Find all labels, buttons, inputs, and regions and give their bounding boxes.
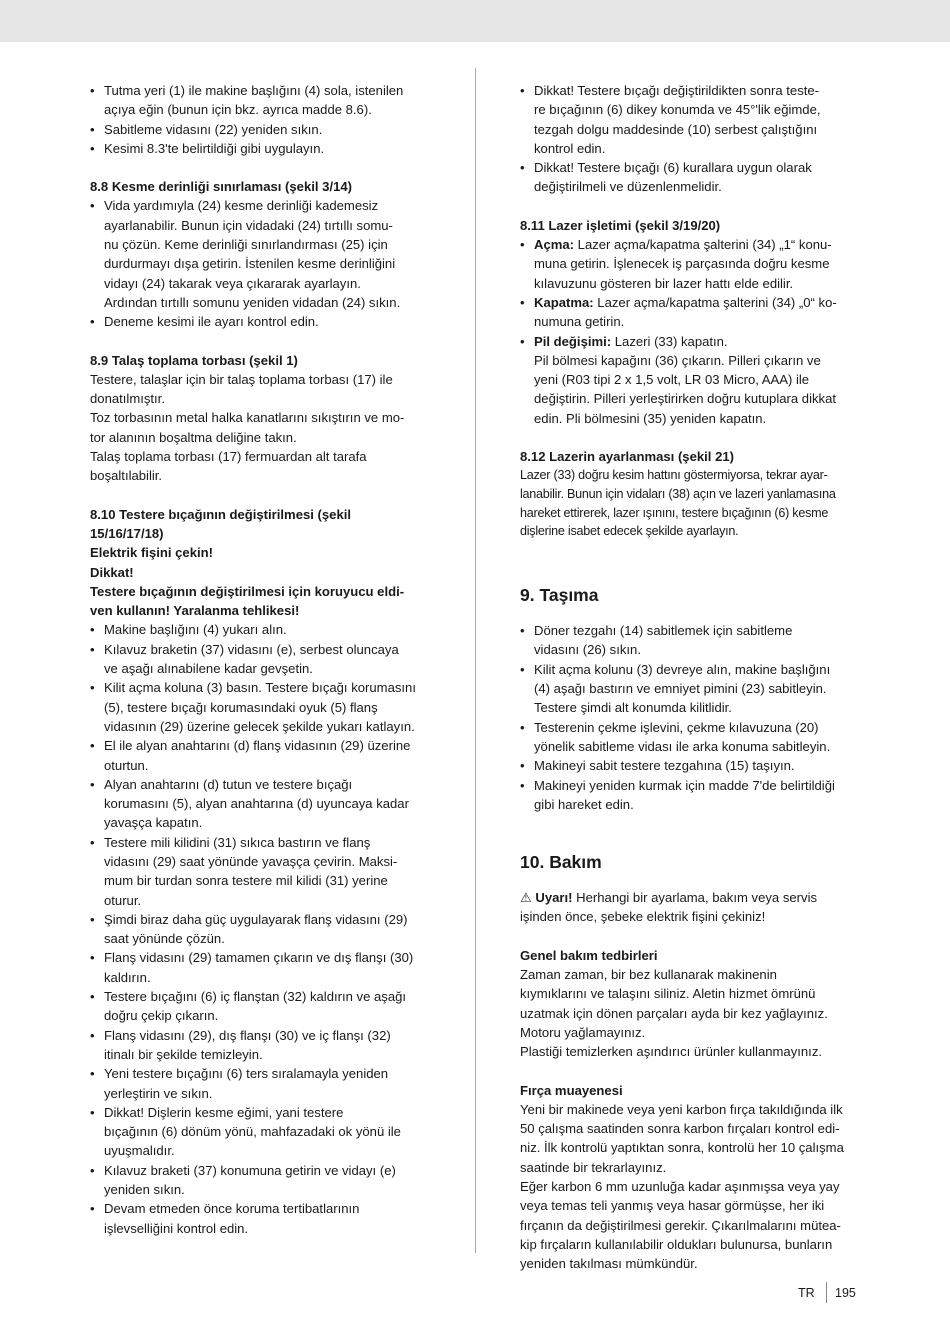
list-item: • Devam etmeden önce koruma tertibatlarının işlevselliğini kontrol edin. [90, 1199, 432, 1238]
warning-text: Herhangi bir ayarlama, bakım veya servis işinden önce, şebeke elektrik fişini çekiniz! [520, 890, 818, 925]
laser-off-label: Kapatma: [534, 294, 594, 310]
page-number: 195 [835, 1286, 856, 1300]
list-item: • Kilit açma koluna (3) basın. Testere bıçağı korumasını (5), testere bıçağı korumasındaki oyuk (5) flanş vidasının (29) üzerine gelecek şekilde yukarı katlayın. [90, 678, 432, 736]
section-8-8-list [90, 196, 432, 331]
laser-on-text: Lazer açma/kapatma şalterini (34) „1“ konu- muna getirin. İşlenecek iş parçasında doğru kesme kılavuzunu gösteren bir lazer hattı elde edilir. [534, 237, 832, 291]
warning-label: Uyarı! [535, 890, 573, 906]
section-8-10-warning: Elektrik fişini çekin! Dikkat! Testere bıçağının değiştirilmesi için koruyucu eldi- ven kullanın! Yaralanma tehlikesi! [90, 545, 405, 619]
list-item: • Kılavuz braketin (37) vidasını (e), serbest oluncaya ve aşağı alınabilene kadar gevşetin. [90, 640, 432, 679]
list-item: • Makineyi sabit testere tezgahına (15) taşıyın. [520, 756, 862, 775]
list-item: • Şimdi biraz daha güç uygulayarak flanş vidasını (29) saat yönünde çözün. [90, 910, 432, 949]
list-item: • Dikkat! Testere bıçağı değiştirildikten sonra teste- re bıçağının (6) dikey konumda ve 45°'lik eğimde, tezgah dolgu maddesinde (10) serbest çalıştığını kontrol edin. [520, 81, 862, 158]
list-item: • El ile alyan anahtarını (d) flanş vidasının (29) üzerine oturtun. [90, 736, 432, 775]
section-8-12-title: 8.12 Lazerin ayarlanması (şekil 21) [520, 449, 734, 465]
section-8-12-text: Lazer (33) doğru kesim hattını göstermiyorsa, tekrar ayar- lanabilir. Bunun için vidaları (38) açın ve lazeri yanlamasına hareket ettirerek, lazer ışınını, testere bıçağının (6) kesme dişlerine isabet edecek şekilde ayarlayın. [520, 468, 836, 539]
list-item: • Dikkat! Testere bıçağı (6) kurallara uygun olarak değiştirilmeli ve düzenlenmelidir. [520, 158, 862, 197]
battery-change-label: Pil değişimi: [534, 333, 612, 349]
list-item: • Testerenin çekme işlevini, çekme kılavuzuna (20) yönelik sabitleme vidası ile arka konuma sabitleyin. [520, 718, 862, 757]
general-maintenance-title: Genel bakım tedbirleri [520, 947, 658, 963]
section-8-11-list [520, 235, 862, 428]
list-item: • Sabitleme vidasını (22) yeniden sıkın. [90, 120, 432, 139]
section-10-title: 10. Bakım [520, 852, 602, 873]
laser-off-text: Lazer açma/kapatma şalterini (34) „0“ ko- numuna getirin. [534, 294, 837, 330]
section-8-10-list [90, 620, 432, 1238]
maintenance-warning [520, 888, 862, 927]
list-item: • Makine başlığını (4) yukarı alın. [90, 620, 432, 639]
section-8-10-title: 8.10 Testere bıçağının değiştirilmesi (şekil 15/16/17/18) [90, 506, 352, 541]
list-item: • Tutma yeri (1) ile makine başlığını (4) sola, istenilen açıya eğin (bunun için bkz. ayrıca madde 8.6). [90, 81, 432, 120]
list-item: • Deneme kesimi ile ayarı kontrol edin. [90, 312, 432, 331]
list-item: • Döner tezgahı (14) sabitlemek için sabitleme vidasını (26) sıkın. [520, 621, 862, 660]
laser-on-item [520, 235, 862, 293]
section-8-8-title: 8.8 Kesme derinliği sınırlaması (şekil 3/14) [90, 179, 353, 195]
list-item: • Flanş vidasını (29) tamamen çıkarın ve dış flanşı (30) kaldırın. [90, 948, 432, 987]
section-9-title: 9. Taşıma [520, 585, 599, 606]
laser-off-item [520, 293, 862, 332]
section-8-9-text: Testere, talaşlar için bir talaş toplama torbası (17) ile donatılmıştır. Toz torbasının metal halka kanatlarını sıkıştırın ve mo- tor alanının boşaltma deliğine takın. Talaş toplama torbası (17) fermuardan alt tarafa boşaltılabilir. [90, 371, 405, 484]
language-code: TR [798, 1286, 815, 1300]
list-item: • Flanş vidasını (29), dış flanşı (30) ve iç flanşı (32) itinalı bir şekilde temizleyin. [90, 1026, 432, 1065]
footer-separator [826, 1282, 827, 1303]
list-item: • Testere bıçağını (6) iç flanştan (32) kaldırın ve aşağı doğru çekip çıkarın. [90, 987, 432, 1026]
list-item: • Vida yardımıyla (24) kesme derinliği kademesiz ayarlanabilir. Bunun için vidadaki (24) tırtıllı somu- nu çözün. Keme derinliği sınırlandırması (25) için durdurmayı dışa getirin. İstenilen kesme derinliğini vidayı (24) takarak veya çıkararak ayarlayın. Ardından tırtıllı somunu yeniden vidadan (24) sıkın. [90, 196, 432, 312]
list-item: • Kılavuz braketi (37) konumuna getirin ve vidayı (e) yeniden sıkın. [90, 1161, 432, 1200]
section-8-11-title: 8.11 Lazer işletimi (şekil 3/19/20) [520, 217, 721, 233]
top-header-band [0, 0, 950, 42]
intro-list-right [520, 81, 862, 197]
general-maintenance-text: Zaman zaman, bir bez kullanarak makinenin kıymıklarını ve talaşını siliniz. Aletin hizmet ömrünü uzatmak için dönen parçaları ayda bir kez yağlayınız. Motoru yağlamayınız. Plastiği temizlerken aşındırıcı ürünler kullanmayınız. [520, 967, 828, 1060]
list-item: • Kilit açma kolunu (3) devreye alın, makine başlığını (4) aşağı bastırın ve emniyet pimini (23) sabitleyin. Testere şimdi alt konumda kilitlidir. [520, 660, 862, 718]
column-divider [475, 68, 476, 1253]
left-column [90, 81, 432, 1238]
list-item: • Kesimi 8.3'te belirtildiği gibi uygulayın. [90, 139, 432, 158]
section-8-9-title: 8.9 Talaş toplama torbası (şekil 1) [90, 352, 298, 368]
list-item: • Testere mili kilidini (31) sıkıca bastırın ve flanş vidasını (29) saat yönünde yavaşça çevirin. Maksi- mum bir turdan sonra testere mil kilidi (31) yerine oturur. [90, 833, 432, 910]
intro-list-left [90, 81, 432, 158]
list-item: • Dikkat! Dişlerin kesme eğimi, yani testere bıçağının (6) dönüm yönü, mahfazadaki ok yönü ile uyuşmalıdır. [90, 1103, 432, 1161]
section-9-list [520, 621, 862, 814]
laser-on-label: Açma: [534, 237, 575, 253]
battery-change-item [520, 332, 862, 428]
brush-inspection-text: Yeni bir makinede veya yeni karbon fırça takıldığında ilk 50 çalışma saatinden sonra karbon fırçaları kontrol edi- niz. İlk kontrolü yaptıktan sonra, kontrolü her 10 çalışma saatinde bir tekrarlayınız. Eğer karbon 6 mm uzunluğa kadar aşınmışsa veya yay veya temas teli yanmış veya hasar görmüşse, her iki fırçanın da değiştirilmesi gerekir. Çıkarılmalarını mütea- kip fırçaların kullanılabilir oldukları bulunursa, bunların yeniden takılması mümkündür. [520, 1101, 844, 1272]
brush-inspection-title: Fırça muayenesi [520, 1082, 623, 1098]
warning-triangle-icon: ⚠ [520, 890, 532, 906]
list-item: • Yeni testere bıçağını (6) ters sıralamayla yeniden yerleştirin ve sıkın. [90, 1064, 432, 1103]
battery-change-text: Lazeri (33) kapatın. Pil bölmesi kapağını (36) çıkarın. Pilleri çıkarın ve yeni (R03 tipi 2 x 1,5 volt, LR 03 Micro, AAA) ile değiştirin. Pilleri yerleştirirken doğru kutuplara dikkat edin. Pli bölmesini (35) yeniden kapatın. [534, 333, 837, 426]
list-item: • Makineyi yeniden kurmak için madde 7'de belirtildiği gibi hareket edin. [520, 776, 862, 815]
list-item: • Alyan anahtarını (d) tutun ve testere bıçağı korumasını (5), alyan anahtarına (d) uyuncaya kadar yavaşça kapatın. [90, 775, 432, 833]
right-column [520, 81, 862, 1273]
